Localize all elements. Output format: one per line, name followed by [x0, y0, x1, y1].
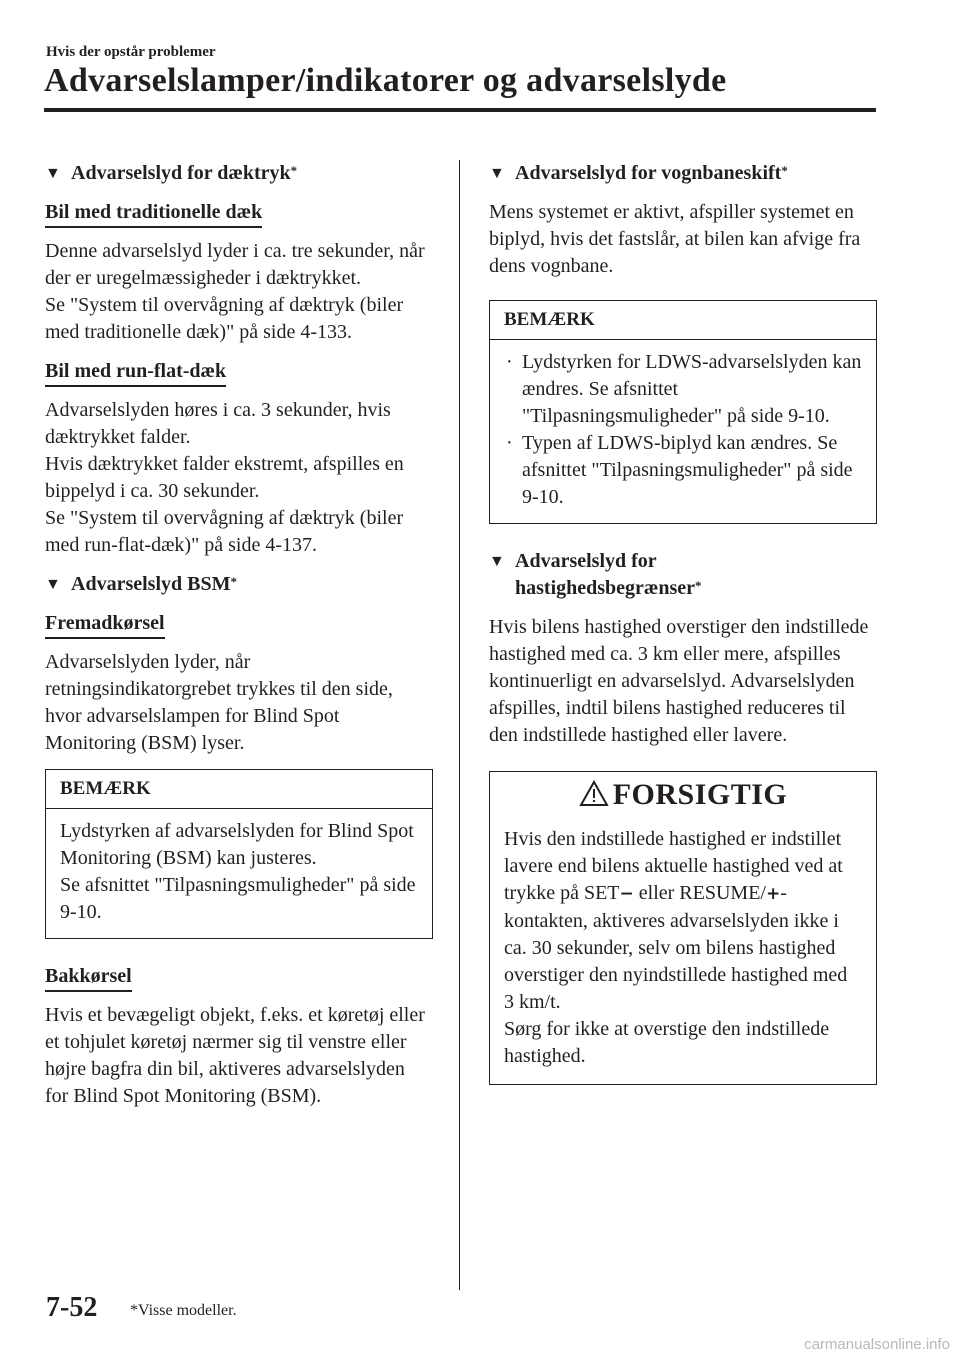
minus-icon: − [619, 884, 634, 904]
bullet-icon: · [506, 432, 513, 454]
section-heading-lane-change: ▼ Advarselslyd for vognbaneskift* [489, 160, 877, 187]
triangle-down-icon: ▼ [489, 165, 505, 182]
paragraph: Advarselslyden lyder, når retningsindikatorgrebet trykkes til den side, hvor advarselslampen for Blind Spot Monitoring (BSM) lyser. [45, 651, 393, 754]
footnote-mark: * [290, 163, 298, 178]
footnote-mark: * [230, 574, 237, 589]
caution-body: Hvis den indstillede hastighed er indstillet lavere end bilens aktuelle hastighed ved at trykke på SET− eller RESUME/+-kontakten, aktiveres advarselslyden ikke i ca. 30 sekunder, selv om bilens hastighed overstiger den nyindstillede hastighed med 3 km/t. Sørg for ikke at overstige den indstillede hastighed. [490, 820, 876, 1084]
plus-icon: + [766, 884, 781, 904]
paragraph: Hvis et bevægeligt objekt, f.eks. et køretøj eller et tohjulet køretøj nærmer sig til venstre eller højre bagfra din bil, aktiveres advarselslyden for Blind Spot Monitoring (BSM). [45, 1004, 425, 1107]
paragraph: Advarselslyden høres i ca. 3 sekunder, hvis dæktrykket falder. Hvis dæktrykket falder ekstremt, afspilles en bippelyd i ca. 30 sekunder. Se "System til overvågning af dæktryk (biler med run-flat-dæk)" på side 4-137. [45, 399, 404, 556]
footnote: *Visse modeller. [130, 1302, 237, 1319]
subheading-reversing: Bakkørsel [45, 963, 132, 992]
caution-heading: FORSIGTIG [490, 772, 876, 820]
note-heading: BEMÆRK [46, 770, 432, 809]
list-item: · Lydstyrken for LDWS-advarselslyden kan ændres. Se afsnittet "Tilpasningsmuligheder" på side 9-10. [506, 351, 862, 427]
caution-box [489, 771, 877, 1085]
section-heading-bsm: ▼ Advarselslyd BSM* [45, 571, 433, 598]
list-item: · Typen af LDWS-biplyd kan ændres. Se afsnittet "Tilpasningsmuligheder" på side 9-10. [506, 432, 853, 508]
paragraph: Denne advarselslyd lyder i ca. tre sekunder, når der er uregelmæssigheder i dæktrykket. Se "System til overvågning af dæktryk (biler med traditionelle dæk)" på side 4-133. [45, 240, 425, 343]
paragraph: Mens systemet er aktivt, afspiller systemet en biplyd, hvis det fastslår, at bilen kan afvige fra dens vognbane. [489, 201, 861, 277]
subheading-forward-driving: Fremadkørsel [45, 610, 165, 639]
column-divider [459, 160, 460, 1290]
footnote-mark: * [695, 578, 702, 593]
header-divider [44, 108, 876, 112]
subheading-run-flat-tires: Bil med run-flat-dæk [45, 358, 226, 387]
note-box [45, 769, 433, 939]
left-column [45, 160, 433, 1122]
watermark: carmanualsonline.info [804, 1336, 950, 1353]
footnote-mark: * [781, 163, 788, 178]
subheading-conventional-tires: Bil med traditionelle dæk [45, 199, 262, 228]
caution-text: Hvis den indstillede hastighed er indstillet lavere end bilens aktuelle hastighed ved at trykke på SET− eller RESUME/+-kontakten, aktiveres advarselslyden ikke i ca. 30 sekunder, selv om bilens hastighed overstiger den nyindstillede hastighed med 3 km/t. [504, 828, 848, 1013]
paragraph: Hvis bilens hastighed overstiger den indstillede hastighed med ca. 3 km eller mere, afspilles kontinuerligt en advarselslyd. Advarselslyden afspilles, indtil bilens hastighed reduceres til den indstillede hastighed eller lavere. [489, 616, 869, 746]
note-heading: BEMÆRK [490, 301, 876, 340]
note-body: Lydstyrken af advarselslyden for Blind Spot Monitoring (BSM) kan justeres. Se afsnittet "Tilpasningsmuligheder" på side 9-10. [60, 820, 416, 923]
bullet-icon: · [506, 351, 513, 373]
section-heading-tire-pressure: ▼ Advarselslyd for dæktryk* [45, 160, 433, 187]
page-number: 7-52 [46, 1292, 98, 1323]
section-heading-speed-limiter: ▼ Advarselslyd for hastighedsbegrænser* [489, 548, 877, 602]
triangle-down-icon: ▼ [45, 576, 61, 593]
page-title: Advarselslamper/indikatorer og advarselslyde [44, 62, 727, 99]
triangle-down-icon: ▼ [489, 553, 505, 570]
section-header: Hvis der opstår problemer [46, 44, 216, 60]
right-column [489, 160, 877, 1109]
note-body [490, 340, 876, 523]
note-box [489, 300, 877, 524]
warning-triangle-icon [579, 780, 609, 807]
triangle-down-icon: ▼ [45, 165, 61, 182]
